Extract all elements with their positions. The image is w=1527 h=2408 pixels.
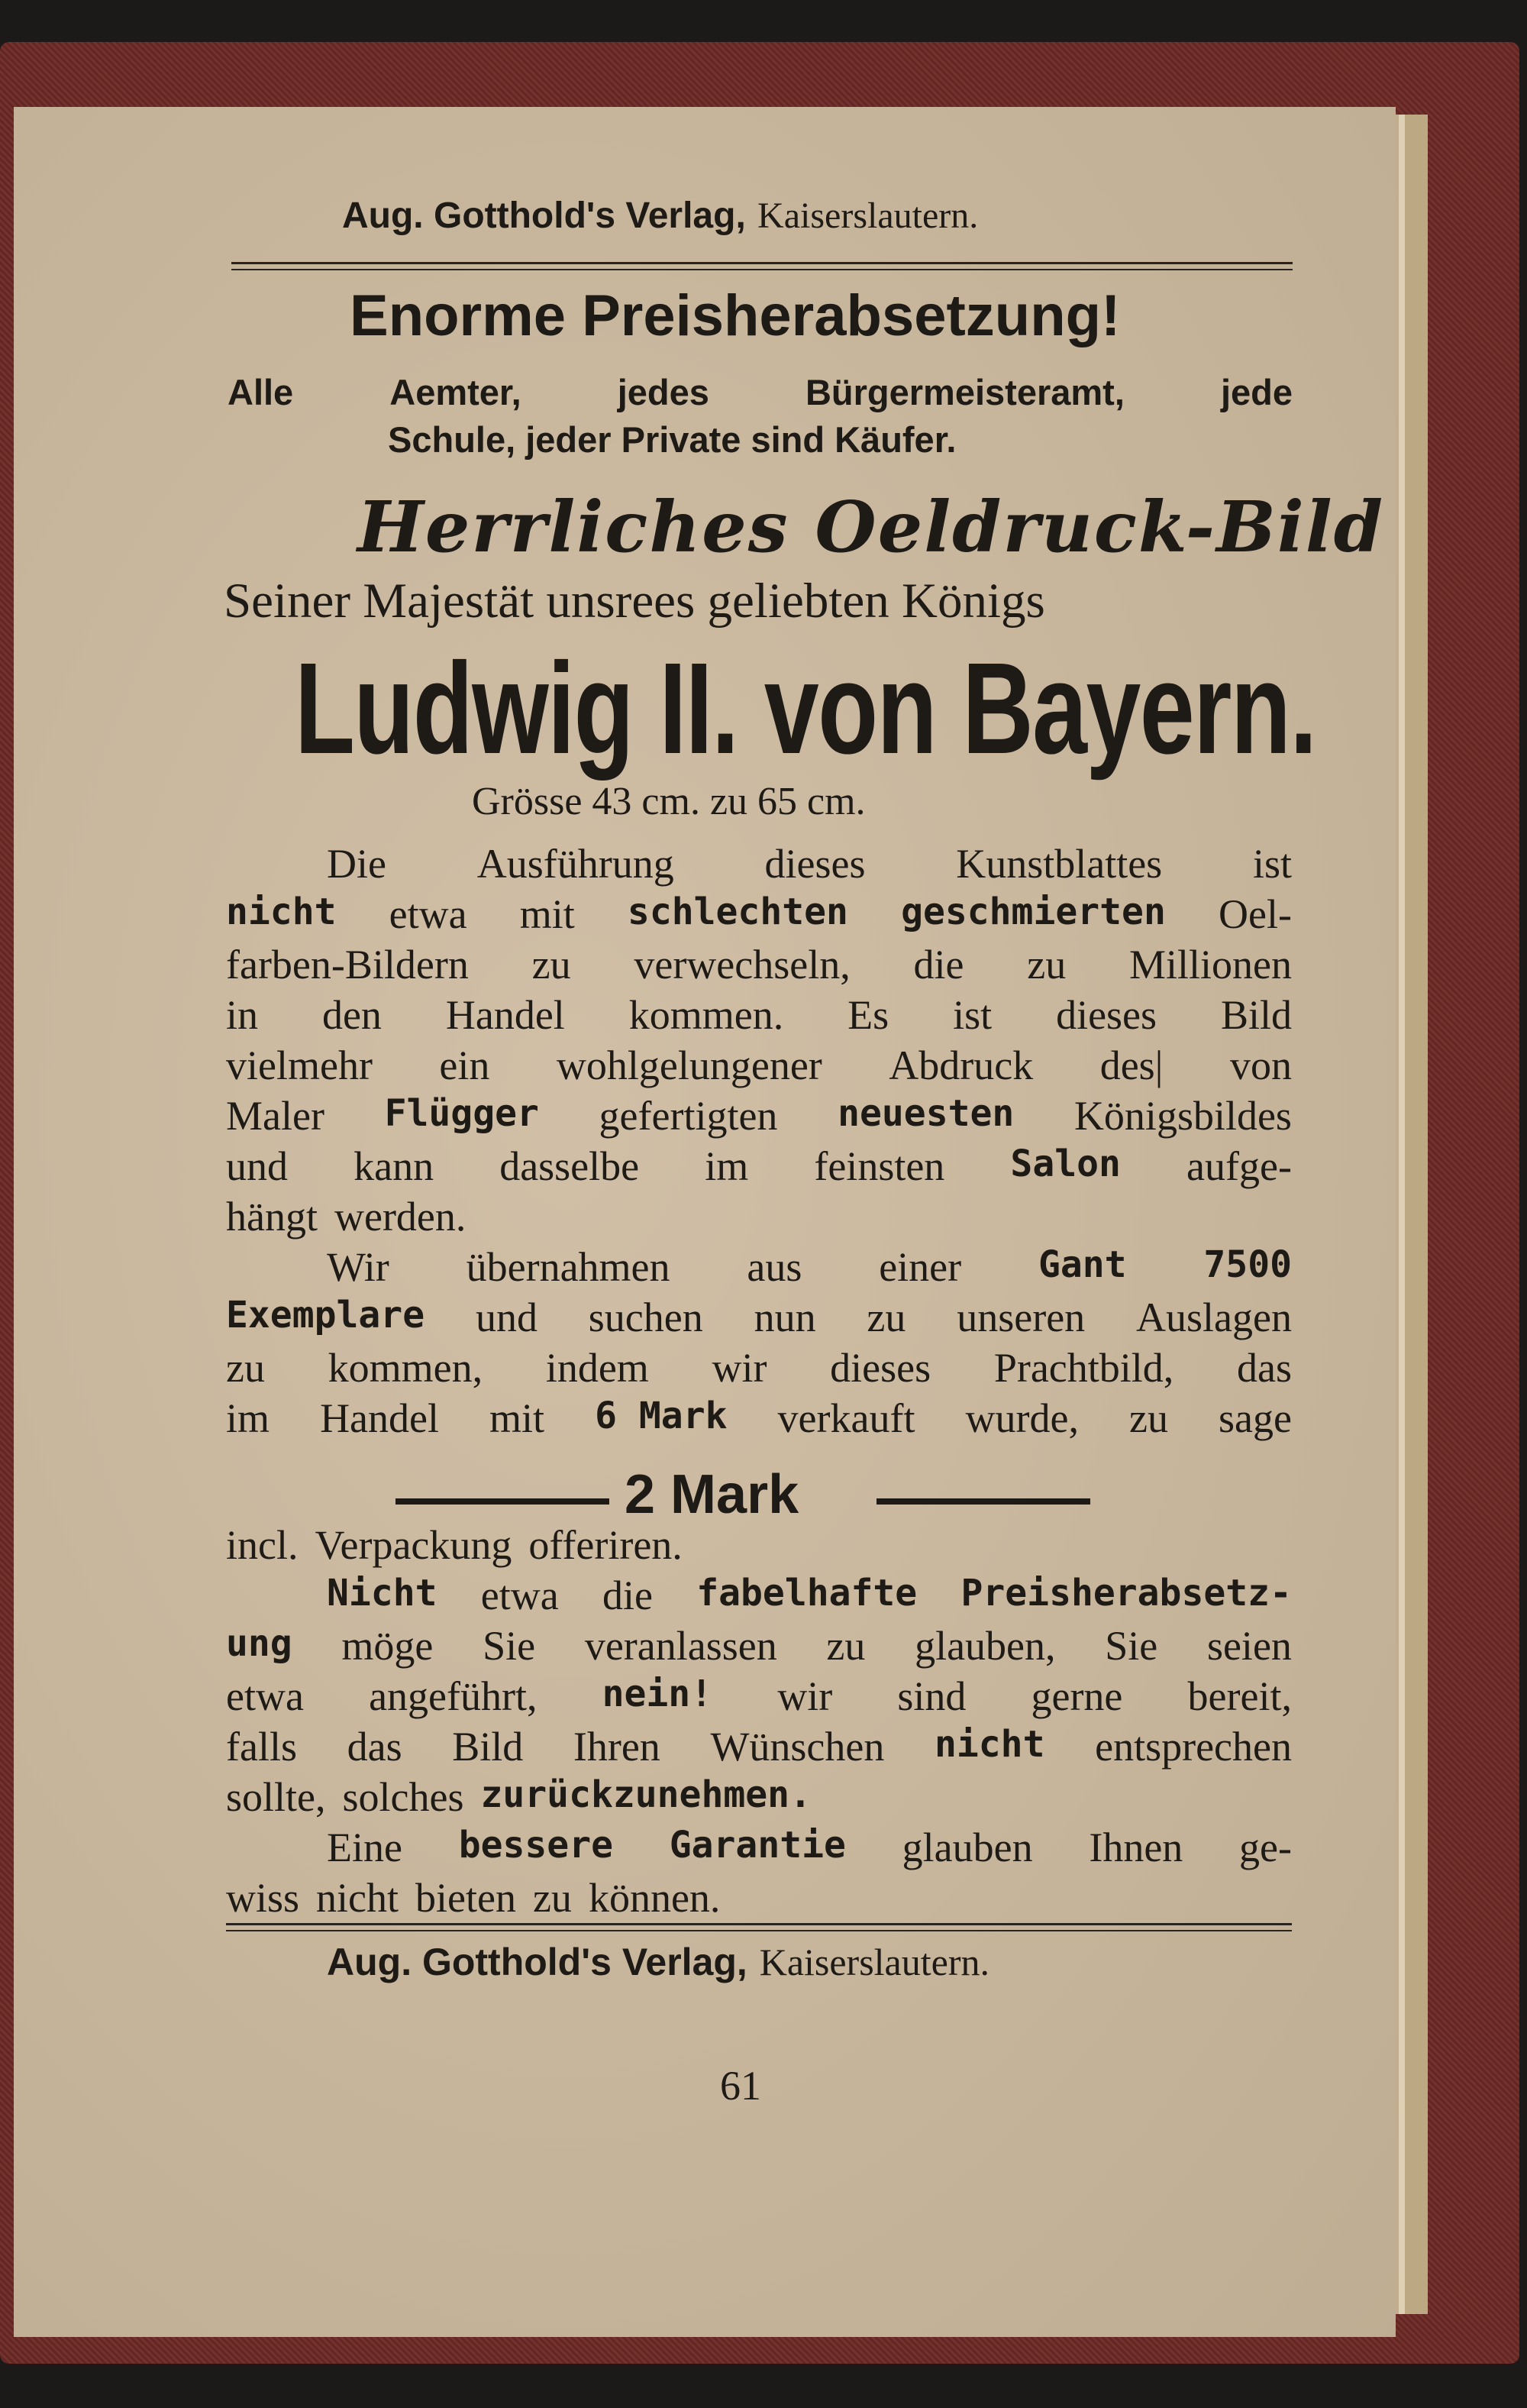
word-bold: Exemplare xyxy=(226,1294,425,1337)
word: gefertigten xyxy=(599,1093,778,1139)
body-line xyxy=(226,1723,1292,1770)
word-bold: Gant xyxy=(1038,1243,1127,1286)
word-bold: nicht xyxy=(934,1723,1045,1766)
word-bold: 7500 xyxy=(1203,1243,1292,1286)
word: solches xyxy=(342,1774,464,1820)
word: offeriren. xyxy=(528,1522,683,1568)
word: veranlassen xyxy=(584,1623,777,1669)
word: Sie xyxy=(1105,1623,1158,1669)
fraktur-title: Herrliches Oeldruck-Bild xyxy=(357,486,1385,568)
body-line xyxy=(226,1395,1292,1442)
word: incl. xyxy=(226,1522,299,1568)
word: indem xyxy=(545,1345,649,1391)
book-page xyxy=(14,107,1396,2337)
ad-subtitle-line-1 xyxy=(228,371,1293,413)
footer-rule-2 xyxy=(226,1930,1292,1931)
word: übernahmen xyxy=(466,1244,670,1290)
body-line xyxy=(327,1243,1292,1291)
word: etwa xyxy=(480,1572,559,1618)
word-bold: zurückzunehmen. xyxy=(480,1773,812,1816)
word: kommen, xyxy=(328,1345,483,1391)
word: vielmehr xyxy=(226,1042,373,1088)
page-number: 61 xyxy=(720,2063,761,2109)
word: dieses xyxy=(764,841,866,887)
price-dash-right xyxy=(876,1498,1090,1505)
word: kann xyxy=(354,1143,434,1189)
word: etwa xyxy=(389,891,467,937)
subtitle-word: Bürgermeisteramt, xyxy=(805,372,1125,412)
word: einer xyxy=(879,1244,962,1290)
word: bereit, xyxy=(1187,1673,1292,1719)
word: bieten xyxy=(415,1875,516,1921)
footer-rule xyxy=(226,1923,1292,1925)
word-bold: ung xyxy=(226,1622,292,1665)
word-bold: nicht xyxy=(226,890,337,933)
word: verkauft xyxy=(777,1395,915,1441)
word: mit xyxy=(519,891,575,937)
picture-size: Grösse 43 cm. zu 65 cm. xyxy=(472,780,866,823)
word: Bild xyxy=(1220,992,1292,1038)
header-city: Kaiserslautern. xyxy=(757,196,979,236)
word: glauben, xyxy=(915,1623,1056,1669)
header-rule xyxy=(231,262,1293,264)
word: Eine xyxy=(327,1825,402,1870)
word: ein xyxy=(439,1042,490,1088)
price-dash-left xyxy=(395,1498,609,1505)
body-line xyxy=(327,1824,1292,1871)
word: können. xyxy=(588,1875,721,1921)
word: des| xyxy=(1099,1042,1164,1088)
body-line xyxy=(226,1042,1292,1089)
word: Handel xyxy=(320,1395,439,1441)
word: dieses xyxy=(830,1345,931,1391)
body-line xyxy=(226,1874,1292,1922)
word: Sie xyxy=(483,1623,536,1669)
word-bold: Salon xyxy=(1010,1143,1121,1185)
word: im xyxy=(705,1143,749,1189)
word: verwechseln, xyxy=(634,942,851,987)
word: wir xyxy=(777,1673,833,1719)
word: Ausführung xyxy=(476,841,674,887)
price: 2 Mark xyxy=(625,1464,799,1525)
word: sage xyxy=(1219,1395,1292,1441)
word: Bild xyxy=(452,1724,524,1770)
word: Verpackung xyxy=(315,1522,512,1568)
word: hängt xyxy=(226,1194,318,1240)
word: kommen. xyxy=(628,992,784,1038)
word: zu xyxy=(531,942,571,987)
majesty-line: Seiner Majestät unsrees geliebten Königs xyxy=(224,574,1045,629)
body-line xyxy=(226,1622,1292,1669)
body-line xyxy=(226,1092,1292,1139)
word: zu xyxy=(826,1623,866,1669)
body-line xyxy=(226,1143,1292,1190)
subtitle-word: Aemter, xyxy=(389,372,521,412)
word: Die xyxy=(327,841,386,887)
body-line xyxy=(226,1673,1292,1720)
page-footer xyxy=(327,1940,989,1984)
word: Prachtbild, xyxy=(993,1345,1174,1391)
word-bold: 6 Mark xyxy=(595,1395,728,1437)
word: zu xyxy=(1129,1395,1168,1441)
word-bold: Preisherabsetz- xyxy=(960,1572,1292,1614)
word: ge- xyxy=(1239,1825,1292,1870)
word: ist xyxy=(953,992,993,1038)
word: Maler xyxy=(226,1093,324,1139)
body-line xyxy=(226,991,1292,1039)
word: Wünschen xyxy=(710,1724,885,1770)
word: und xyxy=(475,1295,538,1340)
word-bold: Flügger xyxy=(384,1092,539,1135)
word: das xyxy=(347,1724,402,1770)
word-bold: schlechten xyxy=(627,890,848,933)
word-bold: nein! xyxy=(602,1673,713,1715)
word: entsprechen xyxy=(1095,1724,1292,1770)
body-line xyxy=(327,1572,1292,1619)
word: aus xyxy=(747,1244,802,1290)
word-bold: Garantie xyxy=(669,1824,846,1867)
word: glauben xyxy=(902,1825,1033,1870)
word: nun xyxy=(754,1295,816,1340)
word: sollte, xyxy=(226,1774,326,1820)
word: den xyxy=(321,992,382,1038)
subtitle-word: Alle xyxy=(228,372,294,412)
word: gerne xyxy=(1031,1673,1123,1719)
footer-city: Kaiserslautern. xyxy=(759,1941,989,1983)
word-bold: geschmierten xyxy=(901,890,1166,933)
word: Kunstblattes xyxy=(956,841,1163,887)
word: Königsbildes xyxy=(1073,1093,1292,1139)
word: sind xyxy=(897,1673,967,1719)
word: dieses xyxy=(1056,992,1157,1038)
body-line xyxy=(226,1521,1292,1569)
body-line xyxy=(226,890,1292,938)
body-line xyxy=(226,1193,1292,1240)
word: Abdruck xyxy=(889,1042,1034,1088)
word: Oel- xyxy=(1219,891,1292,937)
word: Millionen xyxy=(1128,942,1292,987)
word: feinsten xyxy=(814,1143,945,1189)
header-publisher: Aug. Gotthold's Verlag, xyxy=(342,196,746,236)
word: falls xyxy=(226,1724,297,1770)
word: von xyxy=(1229,1042,1292,1088)
word: unseren xyxy=(957,1295,1086,1340)
ad-subtitle-line-2: Schule, jeder Private sind Käufer. xyxy=(388,419,957,460)
word: angeführt, xyxy=(369,1673,538,1719)
word: zu xyxy=(226,1345,265,1391)
word: Es xyxy=(847,992,889,1038)
word: in xyxy=(226,992,259,1038)
body-line xyxy=(226,1294,1292,1341)
word: die xyxy=(602,1572,653,1618)
word-bold: bessere xyxy=(458,1824,613,1867)
word: zu xyxy=(867,1295,906,1340)
word: das xyxy=(1236,1345,1292,1391)
word: wurde, xyxy=(965,1395,1079,1441)
word: mit xyxy=(489,1395,545,1441)
word: seien xyxy=(1206,1623,1292,1669)
word: Ihnen xyxy=(1089,1825,1183,1870)
body-line xyxy=(226,1773,1292,1821)
word: ist xyxy=(1252,841,1292,887)
word: Ihren xyxy=(573,1724,660,1770)
body-line xyxy=(226,941,1292,988)
word: Wir xyxy=(327,1244,389,1290)
word: Handel xyxy=(445,992,565,1038)
word: nicht xyxy=(316,1875,399,1921)
word: suchen xyxy=(588,1295,703,1340)
word: zu xyxy=(1027,942,1067,987)
footer-publisher: Aug. Gotthold's Verlag, xyxy=(327,1941,747,1983)
word-bold: fabelhafte xyxy=(696,1572,918,1614)
word: im xyxy=(226,1395,270,1441)
subtitle-word: jede xyxy=(1220,372,1293,412)
header-rule-2 xyxy=(231,269,1293,270)
body-line xyxy=(226,1344,1292,1391)
word: wiss xyxy=(226,1875,300,1921)
body-line xyxy=(327,840,1292,887)
word: aufge- xyxy=(1186,1143,1292,1189)
word: werden. xyxy=(334,1194,466,1240)
word: und xyxy=(226,1143,288,1189)
word: zu xyxy=(532,1875,572,1921)
word: möge xyxy=(341,1623,434,1669)
word: etwa xyxy=(226,1673,304,1719)
word-bold: neuesten xyxy=(838,1092,1015,1135)
page-header xyxy=(342,194,978,237)
ludwig-headline: Ludwig II. von Bayern. xyxy=(295,636,1316,781)
word: dasselbe xyxy=(499,1143,640,1189)
word: Auslagen xyxy=(1136,1295,1292,1340)
ad-title: Enorme Preisherabsetzung! xyxy=(350,283,1121,348)
word: wir xyxy=(712,1345,767,1391)
word: wohlgelungener xyxy=(556,1042,822,1088)
word: die xyxy=(913,942,964,987)
subtitle-word: jedes xyxy=(617,372,709,412)
word: farben-Bildern xyxy=(226,942,469,987)
word-bold: Nicht xyxy=(327,1572,437,1614)
